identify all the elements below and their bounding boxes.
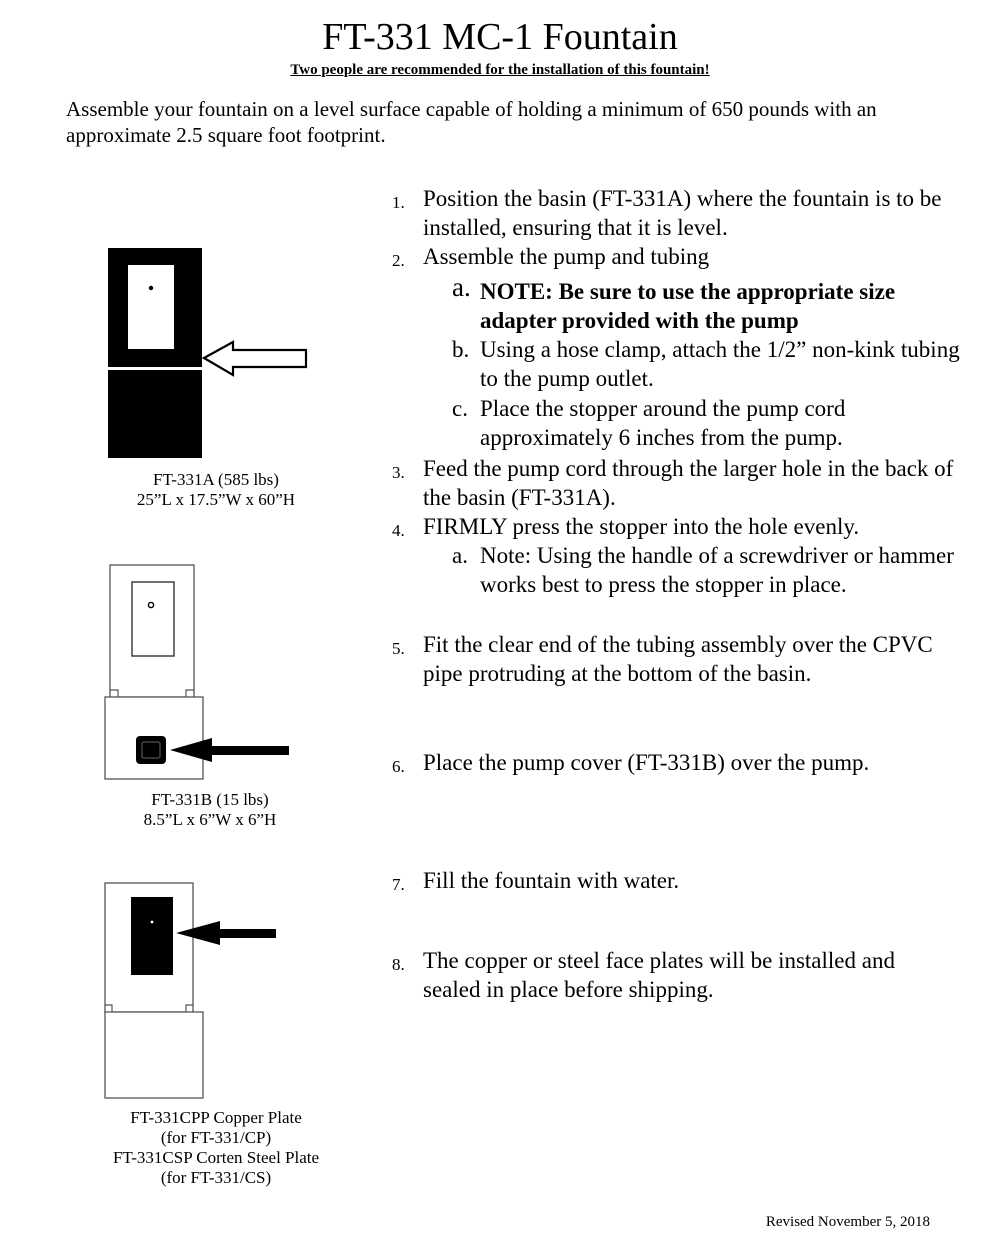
- sub-text: Using a hose clamp, attach the 1/2” non-kink tubing to the pump outlet.: [480, 337, 960, 391]
- revision-date: Revised November 5, 2018: [765, 1214, 930, 1230]
- basin-figure: [100, 245, 320, 460]
- step-text: Feed the pump cord through the larger hole in the back of the basin (FT-331A).: [423, 456, 954, 510]
- outlet-hole: [151, 921, 154, 924]
- step-text: Fit the clear end of the tubing assembly over the CPVC pipe protruding at the bottom of the basin.: [423, 632, 933, 686]
- face-plate-block: [131, 897, 173, 975]
- step-text: Fill the fountain with water.: [423, 868, 680, 893]
- sub-letter: c.: [452, 396, 468, 421]
- sub-text: Place the stopper around the pump cord approximately 6 inches from the pump.: [480, 396, 846, 450]
- sub-text: Note: Using the handle of a screwdriver or hammer works best to press the stopper in place.: [480, 543, 954, 597]
- intro-paragraph: Assemble your fountain on a level surface capable of holding a minimum of 650 pounds with an approximate 2.5 square foot footprint.: [66, 97, 877, 147]
- caption-line: FT-331CPP Copper Plate: [130, 1108, 302, 1127]
- basin-outlet-hole: [149, 286, 153, 290]
- step-text: The copper or steel face plates will be installed and sealed in place before shipping.: [423, 948, 895, 1002]
- caption-line: FT-331B (15 lbs): [151, 790, 269, 809]
- face-plate-figure: [100, 880, 300, 1102]
- caption-line: 8.5”L x 6”W x 6”H: [143, 810, 277, 829]
- step-number: 7.: [392, 875, 405, 894]
- caption-line: (for FT-331/CS): [160, 1168, 272, 1187]
- face-window-outline: [132, 582, 174, 656]
- caption-line: FT-331CSP Corten Steel Plate: [112, 1148, 320, 1167]
- safety-note: Two people are recommended for the installation of this fountain!: [290, 62, 710, 78]
- outlet-hole: [148, 602, 153, 607]
- caption-line: 25”L x 17.5”W x 60”H: [136, 490, 296, 509]
- face-plate-caption: [86, 1108, 346, 1188]
- caption-line: (for FT-331/CP): [160, 1128, 272, 1147]
- step-text: Position the basin (FT-331A) where the fountain is to be installed, ensuring that it is level.: [423, 186, 942, 240]
- step-number: 2.: [392, 251, 405, 270]
- basin-caption: [96, 470, 336, 510]
- caption-line: FT-331A (585 lbs): [153, 470, 279, 489]
- step-number: 1.: [392, 193, 405, 212]
- outline-arrow-icon: [204, 342, 306, 375]
- step-text: FIRMLY press the stopper into the hole evenly.: [423, 514, 860, 539]
- sub-text: NOTE: Be sure to use the appropriate size adapter provided with the pump: [480, 279, 896, 333]
- pump-cover-block: [136, 736, 166, 764]
- step-number: 4.: [392, 521, 405, 540]
- page-title: FT-331 MC-1 Fountain: [322, 16, 678, 58]
- basin-face-window: [128, 265, 174, 349]
- basin-lower-outline: [105, 1012, 203, 1098]
- step-number: 3.: [392, 463, 405, 482]
- step-text: Assemble the pump and tubing: [423, 244, 710, 269]
- pump-cover-figure: [100, 562, 300, 784]
- step-number: 6.: [392, 757, 405, 776]
- sub-letter: a.: [452, 272, 471, 302]
- step-text: Place the pump cover (FT-331B) over the pump.: [423, 750, 870, 775]
- sub-letter: b.: [452, 337, 470, 362]
- pump-cover-caption: [90, 790, 330, 830]
- step-number: 8.: [392, 955, 405, 974]
- sub-letter: a.: [452, 543, 468, 568]
- step-number: 5.: [392, 639, 405, 658]
